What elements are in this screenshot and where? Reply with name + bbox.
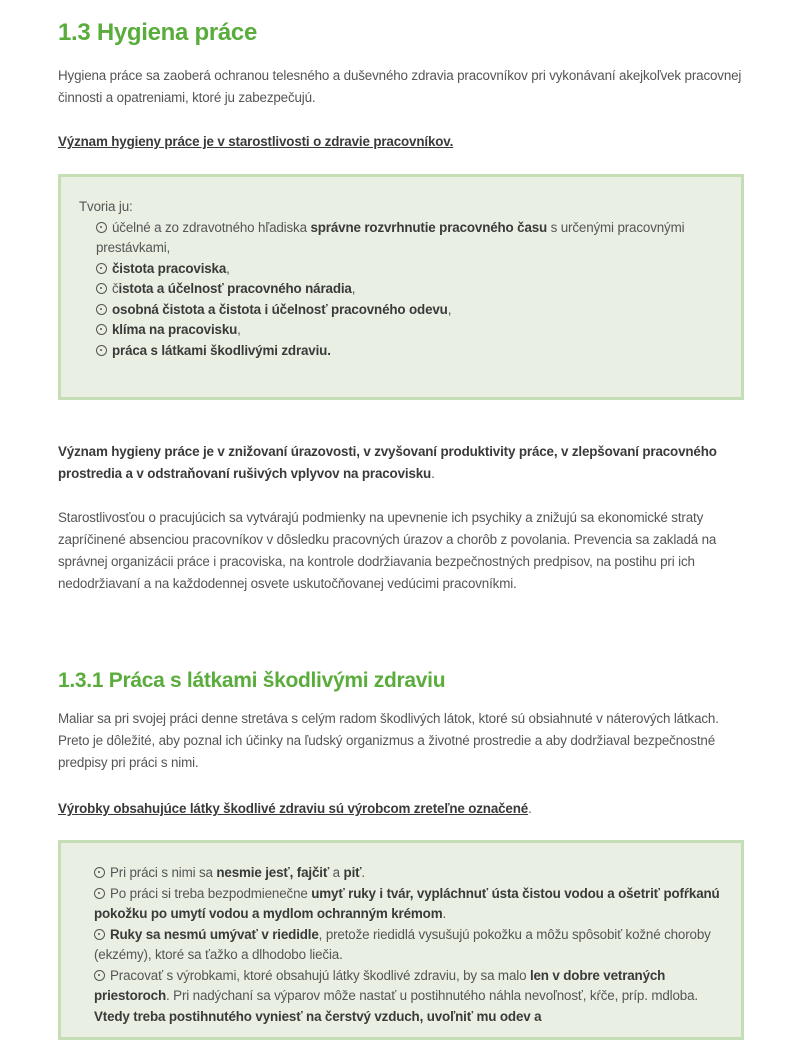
item-text: Po práci si treba bezpodmienečne — [110, 885, 312, 901]
item-bold-text: čistota pracoviska — [112, 260, 227, 276]
significance-statement — [58, 131, 750, 153]
item-text: Pracovať s výrobkami, ktoré obsahujú látky škodlivé zdraviu, by sa malo — [110, 967, 530, 983]
item-bold-text: nesmie jesť, fajčiť — [216, 865, 330, 880]
item-bold-text: klíma na pracovisku — [112, 322, 238, 337]
subsection-intro: Maliar sa pri svojej práci denne stretáva s celým radom škodlivých látok, ktoré sú obsiahnuté v náterových látkach. Preto je dôležité, aby poznal ich účinky na ľudský organizmus a životné prostredie a aby dodržiaval bezpečnostné predpisy pri práci s nimi. — [58, 711, 719, 770]
list-item — [94, 966, 723, 1028]
circled-dot-icon — [94, 929, 105, 940]
item-bold-text: umyť ruky i tvár, vypláchnuť ústa čistou vodou a ošetriť pofŕkanú pokožku po umytí vodou a mydlom ochranným krémom — [94, 885, 720, 921]
circled-dot-icon — [96, 345, 107, 356]
item-text: , pretože riedidlá vysušujú pokožku a môžu spôsobiť kožné choroby (ekzémy), ktoré sa ťažko a dlhodobo liečia. — [94, 926, 711, 962]
list-item — [96, 218, 723, 259]
importance-end: . — [431, 466, 435, 481]
item-text: s určenými pracovnými prestávkami, — [96, 219, 685, 255]
importance-bold-text: Význam hygieny práce je v znižovaní úrazovosti, v zvyšovaní produktivity práce, v zlepšovaní pracovného prostredia a v odstraňovaní rušivých vplyvov na pracovisku — [58, 444, 717, 481]
list-item — [94, 863, 723, 884]
item-text: , — [351, 281, 356, 296]
item-text: , — [237, 322, 241, 337]
circled-dot-icon — [96, 263, 107, 274]
item-text: , — [226, 260, 230, 276]
circled-dot-icon — [94, 867, 105, 878]
item-bold-text: Ruky sa nesmú umývať v riedidle — [110, 926, 319, 942]
rules-box — [58, 840, 744, 1040]
list-item — [96, 300, 723, 321]
significance-statement-text: Význam hygieny práce je v starostlivosti o zdravie pracovníkov. — [58, 134, 454, 149]
section-title: 1.3 Hygiena práce — [58, 19, 258, 46]
item-text: , — [447, 301, 452, 317]
item-text: . — [442, 906, 447, 921]
item-bold-text: práca s látkami škodlivými zdraviu. — [112, 342, 331, 358]
item-text: č — [112, 281, 119, 296]
list-item — [94, 884, 723, 925]
circled-dot-icon — [96, 222, 107, 233]
item-text: . Pri nadýchaní sa výparov môže nastať u postihnutého náhla nevoľnosť, kŕče, príp. mdloba. — [166, 988, 698, 1003]
item-text: účelné a zo zdravotného hľadiska — [112, 219, 311, 235]
circled-dot-icon — [94, 970, 105, 981]
list-item — [94, 925, 723, 966]
item-bold-text: len v dobre vetraných priestoroch — [94, 967, 666, 1003]
section-intro: Hygiena práce sa zaoberá ochranou telesného a duševného zdravia pracovníkov pri vykonávaní akejkoľvek pracovnej činnosti a opatreniami, ktoré ju zabezpečujú. — [58, 68, 742, 105]
item-bold-text: osobná čistota a čistota i účelnosť pracovného odevu — [112, 301, 448, 317]
item-bold-text: Vtedy treba postihnutého vyniesť na čerstvý vzduch, uvoľniť mu odev a — [94, 1008, 542, 1024]
components-box — [58, 174, 744, 400]
list-item — [96, 320, 723, 341]
circled-dot-icon — [96, 283, 107, 294]
components-list — [79, 218, 723, 362]
item-text: Pri práci s nimi sa — [110, 865, 217, 880]
components-box-label: Tvoria ju: — [79, 199, 133, 214]
item-text: a — [329, 865, 344, 880]
circled-dot-icon — [94, 888, 105, 899]
label-statement-text: Výrobky obsahujúce látky škodlivé zdraviu sú výrobcom zreteľne označené — [58, 801, 529, 816]
list-item — [96, 341, 723, 362]
rules-list — [94, 863, 723, 1027]
circled-dot-icon — [96, 324, 107, 335]
list-item — [96, 279, 723, 300]
item-text: . — [361, 865, 365, 880]
label-statement-end: . — [528, 801, 532, 816]
item-bold-text: istota a účelnosť pracovného náradia — [118, 281, 352, 296]
subsection-title: 1.3.1 Práca s látkami škodlivými zdraviu — [58, 669, 446, 692]
care-paragraph: Starostlivosťou o pracujúcich sa vytvárajú podmienky na upevnenie ich psychiky a znižujú sa ekonomické straty zapríčinené absenciou pracovníkov v dôsledku pracovných úrazov a chorôb z povolania. Prevencia sa zakladá na správnej organizácii práce i pracoviska, na kontrole dodržiavania bezpečnostných predpisov, na postihu pri ich nedodržiavaní a na každodennej osvete uskutočňovanej vedúcimi pracovníkmi. — [58, 510, 717, 591]
list-item — [96, 259, 723, 280]
item-bold-text: správne rozvrhnutie pracovného času — [310, 219, 548, 235]
circled-dot-icon — [96, 304, 107, 315]
label-statement — [58, 798, 750, 820]
item-bold-text: piť — [343, 865, 362, 880]
importance-paragraph — [58, 441, 750, 485]
